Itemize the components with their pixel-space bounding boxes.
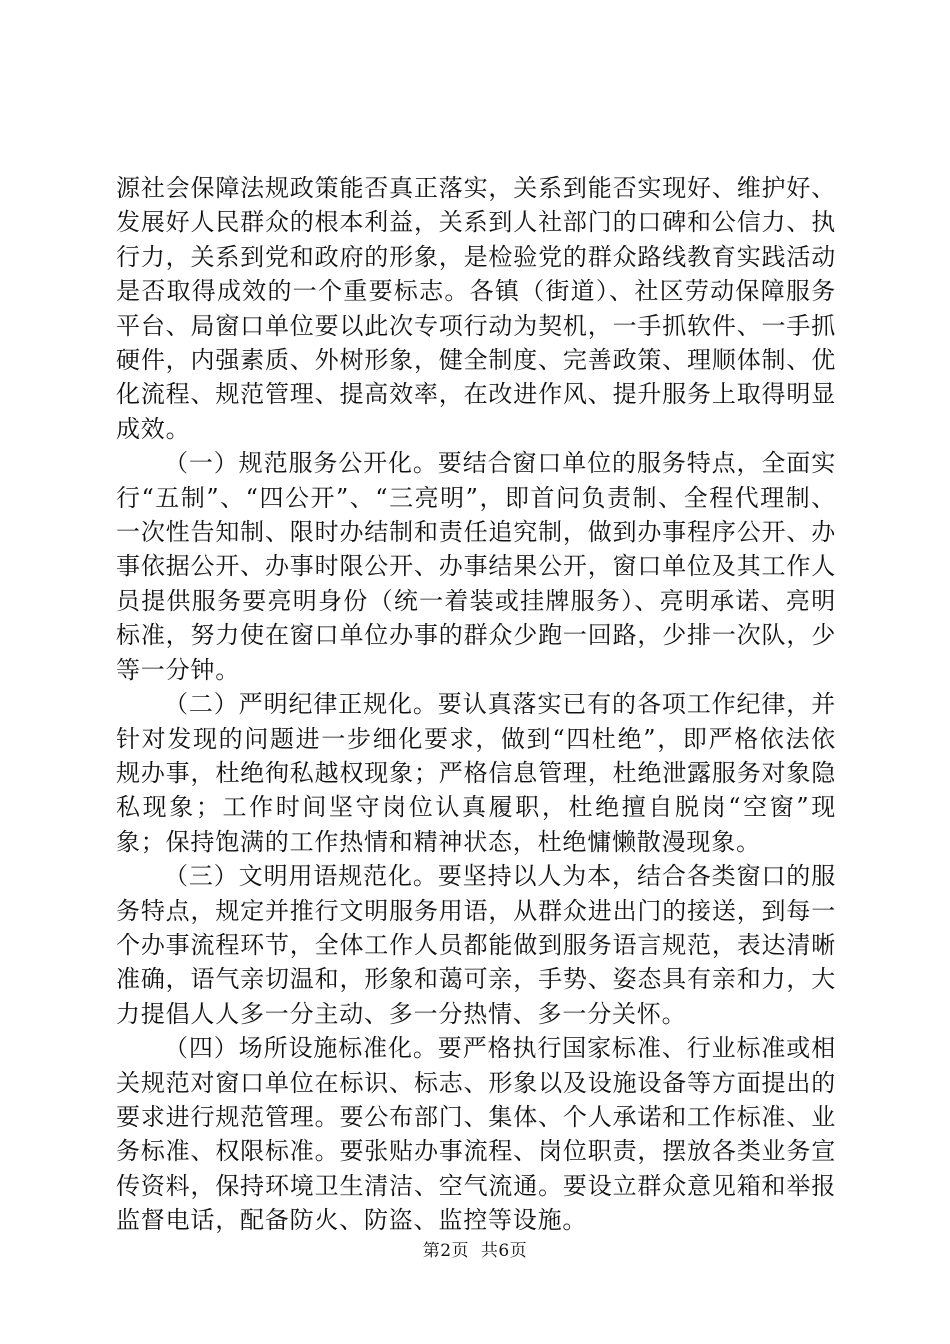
document-body: [116, 171, 836, 1238]
paragraph-section-2: （二）严明纪律正规化。要认真落实已有的各项工作纪律，并针对发现的问题进一步细化要求，做到“四杜绝”，即严格依法依规办事，杜绝徇私越权现象；严格信息管理，杜绝泄露服务对象隐私现象；工作时间坚守岗位认真履职，杜绝擅自脱岗“空窗”现象；保持饱满的工作热情和精神状态，杜绝慵懒散漫现象。: [116, 690, 836, 856]
page-number-current: 第2页: [422, 1241, 470, 1261]
paragraph-intro: 源社会保障法规政策能否真正落实，关系到能否实现好、维护好、发展好人民群众的根本利益，关系到人社部门的口碑和公信力、执行力，关系到党和政府的形象，是检验党的群众路线教育实践活动是否取得成效的一个重要标志。各镇（街道）、社区劳动保障服务平台、局窗口单位要以此次专项行动为契机，一手抓软件、一手抓硬件，内强素质、外树形象，健全制度、完善政策、理顺体制、优化流程、规范管理、提高效率，在改进作风、提升服务上取得明显成效。: [116, 174, 836, 443]
paragraph-section-4: （四）场所设施标准化。要严格执行国家标准、行业标准或相关规范对窗口单位在标识、标志、形象以及设施设备等方面提出的要求进行规范管理。要公布部门、集体、个人承诺和工作标准、业务标准、权限标准。要张贴办事流程、岗位职责，摆放各类业务宣传资料，保持环境卫生清洁、空气流通。要设立群众意见箱和举报监督电话，配备防火、防盗、监控等设施。: [116, 1034, 836, 1235]
page-number-total: 共6页: [480, 1241, 528, 1261]
footer-spacer: [469, 1241, 481, 1261]
paragraph-section-1: （一）规范服务公开化。要结合窗口单位的服务特点，全面实行“五制”、“四公开”、“三亮明”，即首问负责制、全程代理制、一次性告知制、限时办结制和责任追究制，做到办事程序公开、办事依据公开、办事时限公开、办事结果公开，窗口单位及其工作人员提供服务要亮明身份（统一着装或挂牌服务）、亮明承诺、亮明标准，努力使在窗口单位办事的群众少跑一回路，少排一次队，少等一分钟。: [116, 449, 836, 684]
page-footer: [0, 1240, 950, 1262]
paragraph-section-3: （三）文明用语规范化。要坚持以人为本，结合各类窗口的服务特点，规定并推行文明服务用语，从群众进出门的接送，到每一个办事流程环节，全体工作人员都能做到服务语言规范，表达清晰准确，语气亲切温和，形象和蔼可亲，手势、姿态具有亲和力，大力提倡人人多一分主动、多一分热情、多一分关怀。: [116, 862, 836, 1028]
